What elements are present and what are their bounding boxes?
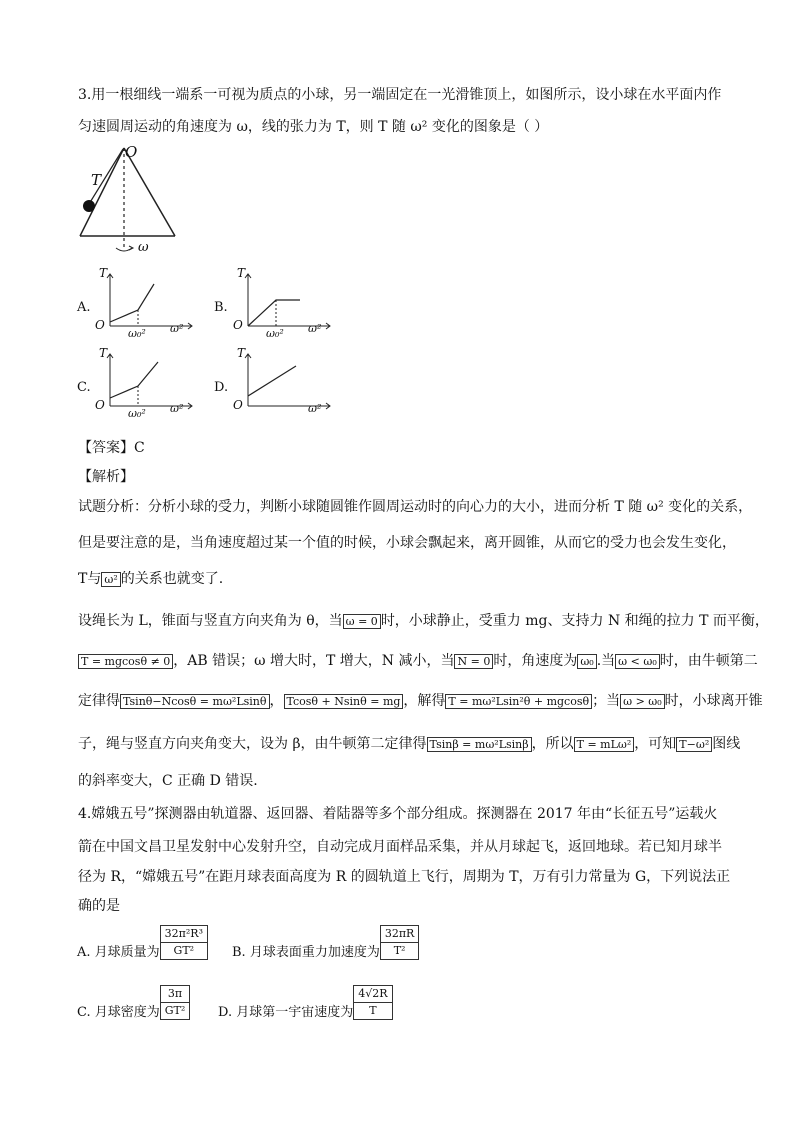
graph-b-x: ω² xyxy=(308,322,322,335)
q4-option-d: D. 月球第一宇宙速度为 $\frac{4√2R}{T}$ xyxy=(218,985,393,1020)
formula-box: T = mω²Lsin²θ + mgcosθ xyxy=(445,694,592,709)
formula-box: T = mLω² xyxy=(574,737,635,752)
graph-c-mark: ω₀² xyxy=(128,407,146,420)
fraction: $\frac{4√2R}{T}$ xyxy=(353,985,392,1020)
graph-c-x: ω² xyxy=(170,402,184,415)
option-d-letter: D. xyxy=(214,380,229,395)
graph-d-origin: O xyxy=(233,398,243,412)
q4-option-b: B. 月球表面重力加速度为 $\frac{32\pi R}{\text{T²}}$ xyxy=(232,925,419,960)
option-c-letter: C. xyxy=(77,380,91,395)
q4-stem-line3: 径为 R，“嫦娥五号”在距月球表面高度为 R 的圆轨道上飞行，周期为 T，万有引力常量为 G，下列说法正 xyxy=(78,869,731,885)
analysis-p2-line2: T = mgcosθ ≠ 0 ，AB 错误；ω 增大时，T 增大，N 减小，当 N = 0 时，角速度为 ω₀ .当 ω < ω₀ 时，由牛顿第二 xyxy=(78,650,758,670)
analysis-heading: 【解析】 xyxy=(78,469,134,485)
fig-label-O: O xyxy=(125,143,138,161)
q3-stem-line2: 匀速圆周运动的角速度为 ω，线的张力为 T，则 T 随 ω² 变化的图象是（ ） xyxy=(78,119,549,135)
q4-stem-line4: 确的是 xyxy=(78,898,120,914)
graph-a-x: ω² xyxy=(170,322,184,335)
graph-c-origin: O xyxy=(95,398,105,412)
analysis-p1-line1: 试题分析：分析小球的受力，判断小球随圆锥作圆周运动时的向心力的大小，进而分析 T 随 ω² 变化的关系， xyxy=(78,499,753,515)
analysis-p2-line5: 的斜率变大，C 正确 D 错误. xyxy=(78,773,258,789)
fraction: $\frac{\text{32π²R³}}{\text{GT²}}$ xyxy=(160,925,208,960)
graph-b-mark: ω₀² xyxy=(266,327,284,340)
q4-stem-line1: 4.嫦娥五号”探测器由轨道器、返回器、着陆器等多个部分组成。探测器在 2017 年由“长征五号”运载火 xyxy=(78,806,718,822)
graph-d-x: ω² xyxy=(308,402,322,415)
formula-box: T = mgcosθ ≠ 0 xyxy=(78,654,173,669)
formula-box: Tsinθ−Ncosθ = mω²Lsinθ xyxy=(120,694,270,709)
option-b-letter: B. xyxy=(214,300,228,315)
formula-box: Tsinβ = mω²Lsinβ xyxy=(427,737,532,752)
formula-box: ω = 0 xyxy=(343,614,381,629)
graph-a-mark: ω₀² xyxy=(128,327,146,340)
answer: 【答案】C xyxy=(78,440,145,456)
fig-label-T: T xyxy=(91,171,102,189)
q4-option-a: A. 月球质量为 $\frac{\text{32π²R³}}{\text{GT²}}$ xyxy=(77,925,208,960)
q3-stem-line1: 3.用一根细线一端系一可视为质点的小球，另一端固定在一光滑锥顶上，如图所示，设小球在水平面内作 xyxy=(78,87,722,103)
fig-label-omega: ω xyxy=(138,240,149,255)
graph-a-origin: O xyxy=(95,318,105,332)
formula-box: ω > ω₀ xyxy=(620,694,665,709)
graph-b-origin: O xyxy=(233,318,243,332)
formula-box: Tcosθ + Nsinθ = mg xyxy=(284,694,404,709)
formula-box: T−ω² xyxy=(676,737,712,752)
analysis-p2-line3: 定律得 Tsinθ−Ncosθ = mω²Lsinθ ， Tcosθ + Nsinθ = mg ，解得 T = mω²Lsin²θ + mgcosθ ；当 ω > ω₀ 时，小球离开锥 xyxy=(78,693,763,709)
analysis-p1-line3: T与 ω² 的关系也就变了. xyxy=(78,571,224,587)
formula-box: N = 0 xyxy=(454,654,493,669)
analysis-p2-line1: 设绳长为 L，锥面与竖直方向夹角为 θ，当 ω = 0 时，小球静止，受重力 mg、支持力 N 和绳的拉力 T 而平衡， xyxy=(78,613,769,629)
analysis-p1-line2: 但是要注意的是，当角速度超过某一个值的时候，小球会飘起来，离开圆锥，从而它的受力也会发生变化， xyxy=(78,535,736,551)
graph-d-y: T xyxy=(237,346,246,360)
fraction: $\frac{32\pi R}{\text{T²}}$ xyxy=(380,925,420,960)
formula-box: ω² xyxy=(101,572,120,587)
fraction: $\frac{3\pi}{\text{GT²}}$ xyxy=(160,985,191,1020)
option-a-letter: A. xyxy=(77,300,91,315)
formula-box: ω₀ xyxy=(577,654,596,669)
ball xyxy=(83,200,95,212)
graph-a-y: T xyxy=(99,266,108,280)
formula-box: ω < ω₀ xyxy=(615,654,660,669)
graph-b-y: T xyxy=(237,266,246,280)
graph-c-y: T xyxy=(99,346,108,360)
q4-option-c: C. 月球密度为 $\frac{3\pi}{\text{GT²}}$ xyxy=(77,985,190,1020)
analysis-p2-line4: 子，绳与竖直方向夹角变大，设为 β，由牛顿第二定律得 Tsinβ = mω²Lsinβ ，所以 T = mLω² ，可知 T−ω² 图线 xyxy=(78,736,741,752)
q4-stem-line2: 箭在中国文昌卫星发射中心发射升空，自动完成月面样品采集，并从月球起飞，返回地球。若已知月球半 xyxy=(78,839,722,855)
